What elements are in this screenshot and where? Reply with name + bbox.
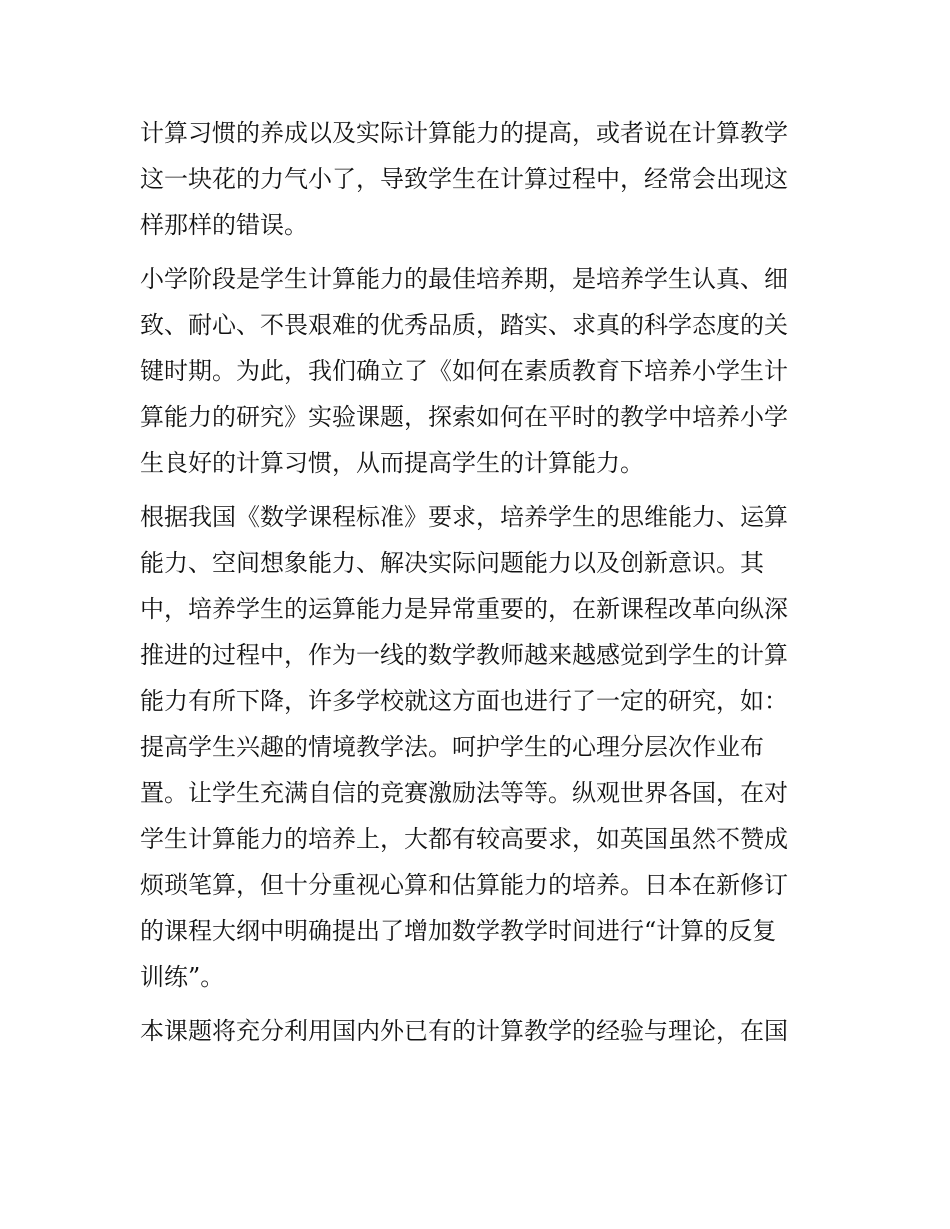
- text-line: 计算习惯的养成以及实际计算能力的提高，或者说在计算教学: [140, 119, 788, 147]
- paragraph-spacing: [140, 486, 820, 494]
- text-line: 训练”。: [140, 963, 225, 991]
- text-line: 键时期。为此，我们确立了《如何在素质教育下培养小学生计: [140, 357, 788, 385]
- text-line: 这一块花的力气小了，导致学生在计算过程中，经常会出现这: [140, 165, 788, 193]
- text-line: 提高学生兴趣的情境教学法。呵护学生的心理分层次作业布: [140, 733, 764, 761]
- paragraph-1: [140, 110, 820, 248]
- text-line: 本课题将充分利用国内外已有的计算教学的经验与理论，在国: [140, 1017, 788, 1045]
- paragraph-spacing: [140, 1000, 820, 1008]
- text-line: 能力有所下降，许多学校就这方面也进行了一定的研究，如：: [140, 687, 788, 715]
- text-line: 致、耐心、不畏艰难的优秀品质，踏实、求真的科学态度的关: [140, 311, 788, 339]
- text-line: 学生计算能力的培养上，大都有较高要求，如英国虽然不赞成: [140, 825, 788, 853]
- text-line: 烦琐笔算，但十分重视心算和估算能力的培养。日本在新修订: [140, 871, 788, 899]
- paragraph-spacing: [140, 248, 820, 256]
- body-text: [140, 110, 820, 1054]
- paragraph-4: [140, 1008, 820, 1054]
- text-line: 根据我国《数学课程标准》要求，培养学生的思维能力、运算: [140, 503, 788, 531]
- text-line: 置。让学生充满自信的竞赛激励法等等。纵观世界各国，在对: [140, 779, 788, 807]
- text-line: 算能力的研究》实验课题，探索如何在平时的教学中培养小学: [140, 403, 788, 431]
- text-line: 生良好的计算习惯，从而提高学生的计算能力。: [140, 449, 644, 477]
- text-line: 能力、空间想象能力、解决实际问题能力以及创新意识。其: [140, 549, 764, 577]
- text-line: 中，培养学生的运算能力是异常重要的，在新课程改革向纵深: [140, 595, 788, 623]
- text-line: 样那样的错误。: [140, 211, 308, 239]
- text-line: 的课程大纲中明确提出了增加数学教学时间进行“计算的反复: [140, 917, 777, 945]
- paragraph-2: [140, 256, 820, 486]
- paragraph-3: [140, 494, 820, 1000]
- text-line: 推进的过程中，作为一线的数学教师越来越感觉到学生的计算: [140, 641, 788, 669]
- text-line: 小学阶段是学生计算能力的最佳培养期，是培养学生认真、细: [140, 265, 788, 293]
